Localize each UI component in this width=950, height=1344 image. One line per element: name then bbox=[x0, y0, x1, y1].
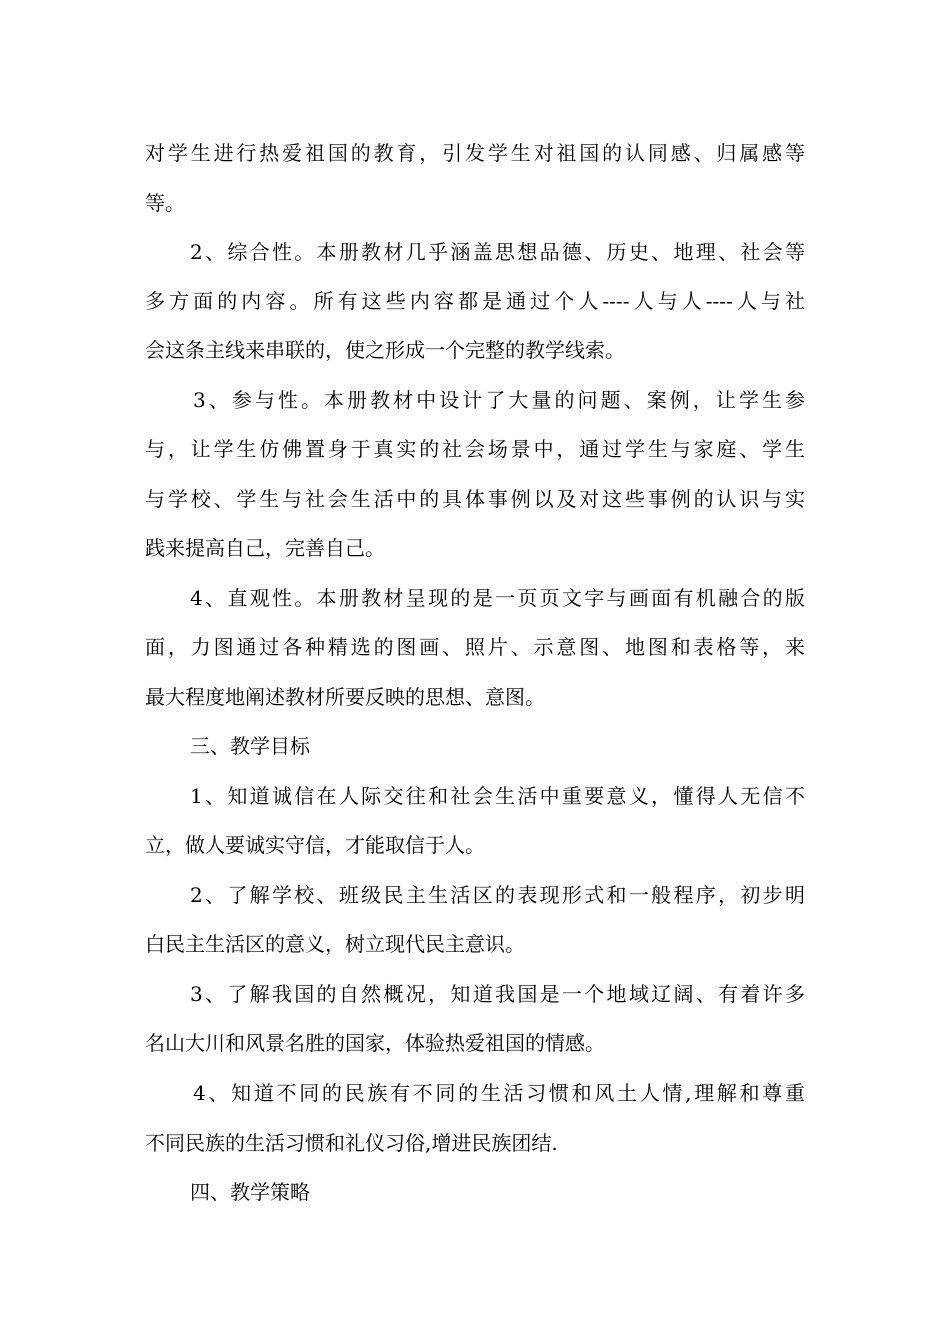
section-heading: 四、教学策略 bbox=[190, 1180, 310, 1204]
paragraph-line: 践来提高自己，完善自己。 bbox=[145, 536, 385, 560]
paragraph-line: 与学校、学生与社会生活中的具体事例以及对这些事例的认识与实 bbox=[145, 487, 805, 511]
paragraph-line: 4、知道不同的民族有不同的生活习惯和风土人情,理解和尊重 bbox=[193, 1081, 805, 1105]
paragraph-line: 名山大川和风景名胜的国家，体验热爱祖国的情感。 bbox=[145, 1031, 605, 1055]
paragraph-line: 4、直观性。本册教材呈现的是一页页文字与画面有机融合的版 bbox=[190, 586, 805, 610]
paragraph-line: 白民主生活区的意义，树立现代民主意识。 bbox=[145, 932, 525, 956]
paragraph-line: 2、了解学校、班级民主生活区的表现形式和一般程序，初步明 bbox=[190, 883, 805, 907]
paragraph-line: 最大程度地阐述教材所要反映的思想、意图。 bbox=[145, 685, 545, 709]
paragraph-line: 面，力图通过各种精选的图画、照片、示意图、地图和表格等，来 bbox=[145, 635, 805, 659]
paragraph-line: 2、综合性。本册教材几乎涵盖思想品德、历史、地理、社会等 bbox=[190, 240, 805, 264]
paragraph-line: 3、参与性。本册教材中设计了大量的问题、案例，让学生参 bbox=[193, 388, 805, 412]
paragraph-line: 不同民族的生活习惯和礼仪习俗,增进民族团结. bbox=[145, 1131, 558, 1155]
paragraph-line: 3、了解我国的自然概况，知道我国是一个地域辽阔、有着许多 bbox=[190, 982, 805, 1006]
paragraph-line: 对学生进行热爱祖国的教育，引发学生对祖国的认同感、归属感等 bbox=[145, 141, 805, 165]
paragraph-line: 会这条主线来串联的，使之形成一个完整的教学线索。 bbox=[145, 338, 625, 362]
paragraph-line: 多方面的内容。所有这些内容都是通过个人----人与人----人与社 bbox=[145, 289, 805, 313]
section-heading: 三、教学目标 bbox=[190, 734, 310, 758]
paragraph-line: 立，做人要诚实守信，才能取信于人。 bbox=[145, 833, 485, 857]
paragraph-line: 1、知道诚信在人际交往和社会生活中重要意义，懂得人无信不 bbox=[190, 784, 805, 808]
paragraph-line: 等。 bbox=[145, 191, 185, 215]
paragraph-line: 与，让学生仿佛置身于真实的社会场景中，通过学生与家庭、学生 bbox=[145, 437, 805, 461]
